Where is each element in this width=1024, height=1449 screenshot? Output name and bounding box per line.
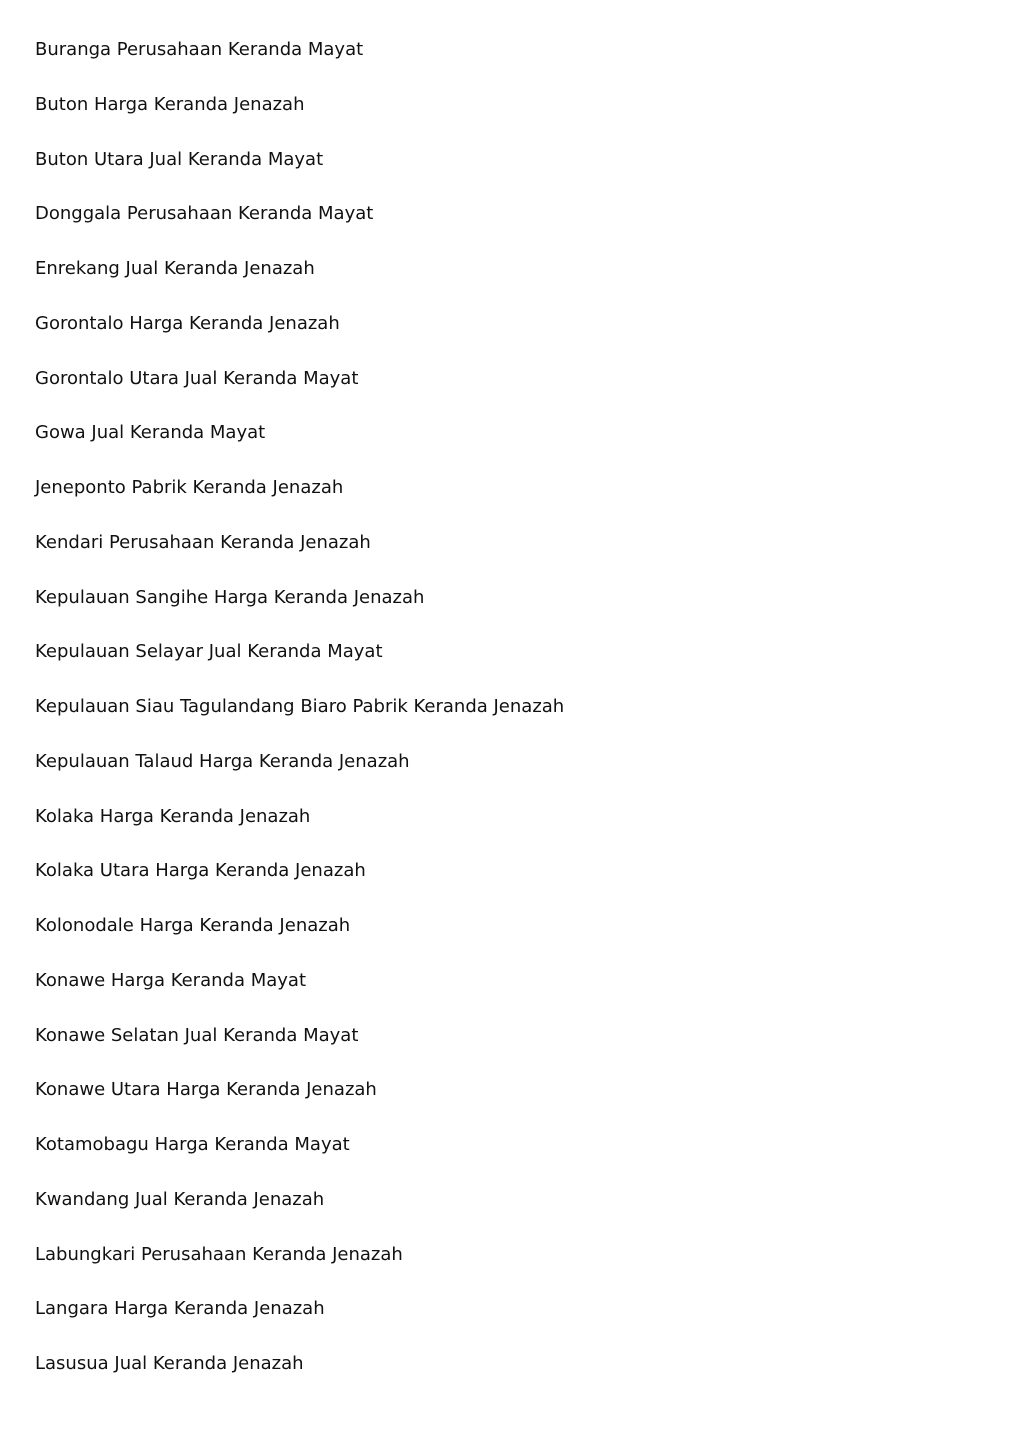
- list-link[interactable]: Kwandang Jual Keranda Jenazah: [35, 1188, 325, 1210]
- link-list: [35, 36, 564, 1405]
- list-item: [35, 1295, 564, 1350]
- list-link[interactable]: Donggala Perusahaan Keranda Mayat: [35, 203, 374, 225]
- list-item: [35, 255, 564, 310]
- list-link[interactable]: Langara Harga Keranda Jenazah: [35, 1298, 325, 1320]
- list-item: [35, 857, 564, 912]
- list-item: [35, 146, 564, 201]
- list-item: [35, 803, 564, 858]
- list-item: [35, 1076, 564, 1131]
- list-link[interactable]: Jeneponto Pabrik Keranda Jenazah: [35, 477, 344, 498]
- list-item: [35, 365, 564, 420]
- list-item: [35, 1186, 564, 1241]
- list-link[interactable]: Buton Utara Jual Keranda Mayat: [35, 148, 324, 170]
- list-item: [35, 638, 564, 693]
- list-link[interactable]: Gorontalo Harga Keranda Jenazah: [35, 312, 340, 334]
- list-item: [35, 1022, 564, 1077]
- list-link[interactable]: Gowa Jual Keranda Mayat: [35, 422, 266, 444]
- list-link[interactable]: Kepulauan Sangihe Harga Keranda Jenazah: [35, 586, 425, 608]
- list-link[interactable]: Lasusua Jual Keranda Jenazah: [35, 1353, 304, 1374]
- list-item: [35, 91, 564, 146]
- list-link[interactable]: Kotamobagu Harga Keranda Mayat: [35, 1134, 350, 1155]
- list-link[interactable]: Buton Harga Keranda Jenazah: [35, 93, 305, 115]
- list-link[interactable]: Enrekang Jual Keranda Jenazah: [35, 258, 315, 279]
- list-item: [35, 1241, 564, 1296]
- list-item: [35, 419, 564, 474]
- list-link[interactable]: Kepulauan Selayar Jual Keranda Mayat: [35, 641, 383, 663]
- list-item: [35, 967, 564, 1022]
- list-link[interactable]: Konawe Harga Keranda Mayat: [35, 969, 307, 991]
- list-link[interactable]: Kepulauan Siau Tagulandang Biaro Pabrik Keranda Jenazah: [35, 696, 565, 717]
- list-item: [35, 748, 564, 803]
- list-link[interactable]: Kolonodale Harga Keranda Jenazah: [35, 915, 351, 936]
- list-item: [35, 584, 564, 639]
- list-link[interactable]: Kolaka Harga Keranda Jenazah: [35, 805, 311, 827]
- list-item: [35, 474, 564, 529]
- list-item: [35, 200, 564, 255]
- list-item: [35, 529, 564, 584]
- list-item: [35, 310, 564, 365]
- list-link[interactable]: Kendari Perusahaan Keranda Jenazah: [35, 531, 371, 553]
- list-item: [35, 912, 564, 967]
- list-link[interactable]: Kolaka Utara Harga Keranda Jenazah: [35, 860, 366, 882]
- list-item: [35, 1131, 564, 1186]
- list-link[interactable]: Buranga Perusahaan Keranda Mayat: [35, 39, 364, 60]
- list-item: [35, 36, 564, 91]
- list-link[interactable]: Labungkari Perusahaan Keranda Jenazah: [35, 1243, 403, 1265]
- list-item: [35, 1350, 564, 1405]
- list-link[interactable]: Kepulauan Talaud Harga Keranda Jenazah: [35, 750, 410, 772]
- list-link[interactable]: Gorontalo Utara Jual Keranda Mayat: [35, 367, 359, 389]
- list-link[interactable]: Konawe Selatan Jual Keranda Mayat: [35, 1024, 359, 1046]
- list-link[interactable]: Konawe Utara Harga Keranda Jenazah: [35, 1079, 377, 1101]
- list-item: [35, 693, 564, 748]
